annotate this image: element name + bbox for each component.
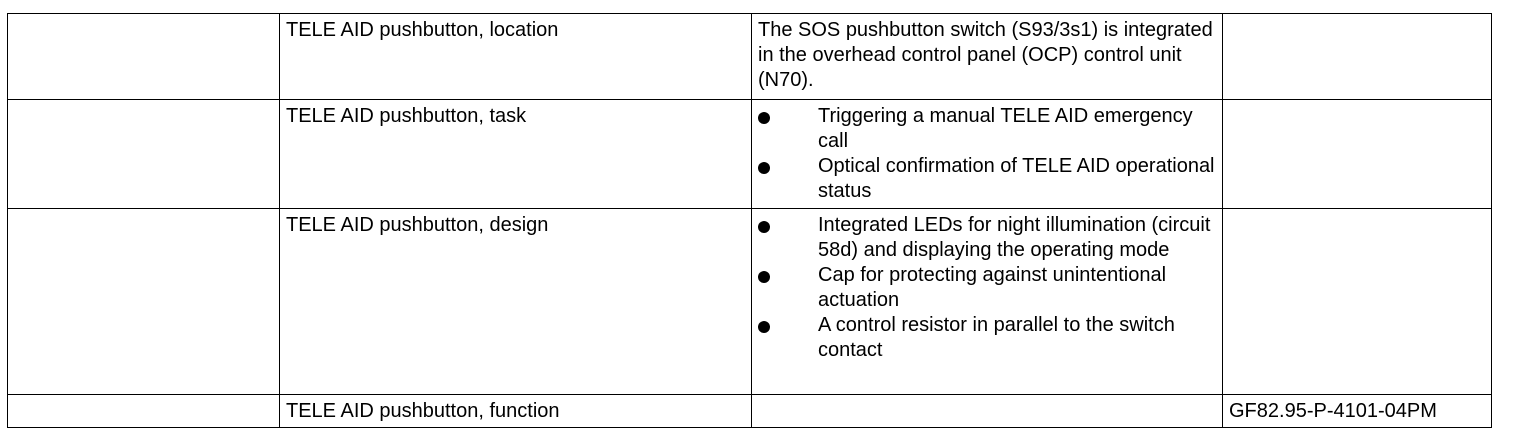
bullet-icon — [758, 112, 770, 124]
row-description — [752, 14, 1223, 100]
row-label: TELE AID pushbutton, function — [280, 395, 752, 428]
table-row-location — [8, 14, 1492, 100]
table-row-design — [8, 209, 1492, 395]
list-item-text: Cap for protecting against unintentional actuation — [818, 264, 1167, 311]
list-item — [758, 313, 1216, 363]
row-label: TELE AID pushbutton, task — [280, 100, 752, 209]
list-item-text: Triggering a manual TELE AID emergency call — [818, 105, 1193, 152]
bullet-list — [758, 104, 1216, 204]
list-item-text: A control resistor in parallel to the switch contact — [818, 314, 1175, 361]
row-label: TELE AID pushbutton, design — [280, 209, 752, 395]
list-item — [758, 154, 1216, 204]
description-text: The SOS pushbutton switch (S93/3s1) is integrated in the overhead control panel (OCP) control unit (N70). — [758, 19, 1213, 91]
list-item — [758, 104, 1216, 154]
bullet-icon — [758, 221, 770, 233]
reference-cell — [1223, 14, 1492, 100]
list-item — [758, 263, 1216, 313]
list-item-text: Integrated LEDs for night illumination (circuit 58d) and displaying the operating mode — [818, 214, 1211, 261]
list-item-text: Optical confirmation of TELE AID operational status — [818, 155, 1215, 202]
empty-cell — [8, 395, 280, 428]
row-description — [752, 209, 1223, 395]
row-label: TELE AID pushbutton, location — [280, 14, 752, 100]
reference-cell — [1223, 209, 1492, 395]
bullet-icon — [758, 162, 770, 174]
document-table — [7, 13, 1492, 428]
list-item — [758, 213, 1216, 263]
empty-cell — [8, 100, 280, 209]
table-row-function — [8, 395, 1492, 428]
row-description — [752, 395, 1223, 428]
row-description — [752, 100, 1223, 209]
bullet-icon — [758, 321, 770, 333]
reference-cell — [1223, 100, 1492, 209]
reference-link[interactable]: GF82.95-P-4101-04PM — [1223, 395, 1492, 428]
empty-cell — [8, 14, 280, 100]
empty-cell — [8, 209, 280, 395]
bullet-icon — [758, 271, 770, 283]
table-row-task — [8, 100, 1492, 209]
bullet-list — [758, 213, 1216, 363]
